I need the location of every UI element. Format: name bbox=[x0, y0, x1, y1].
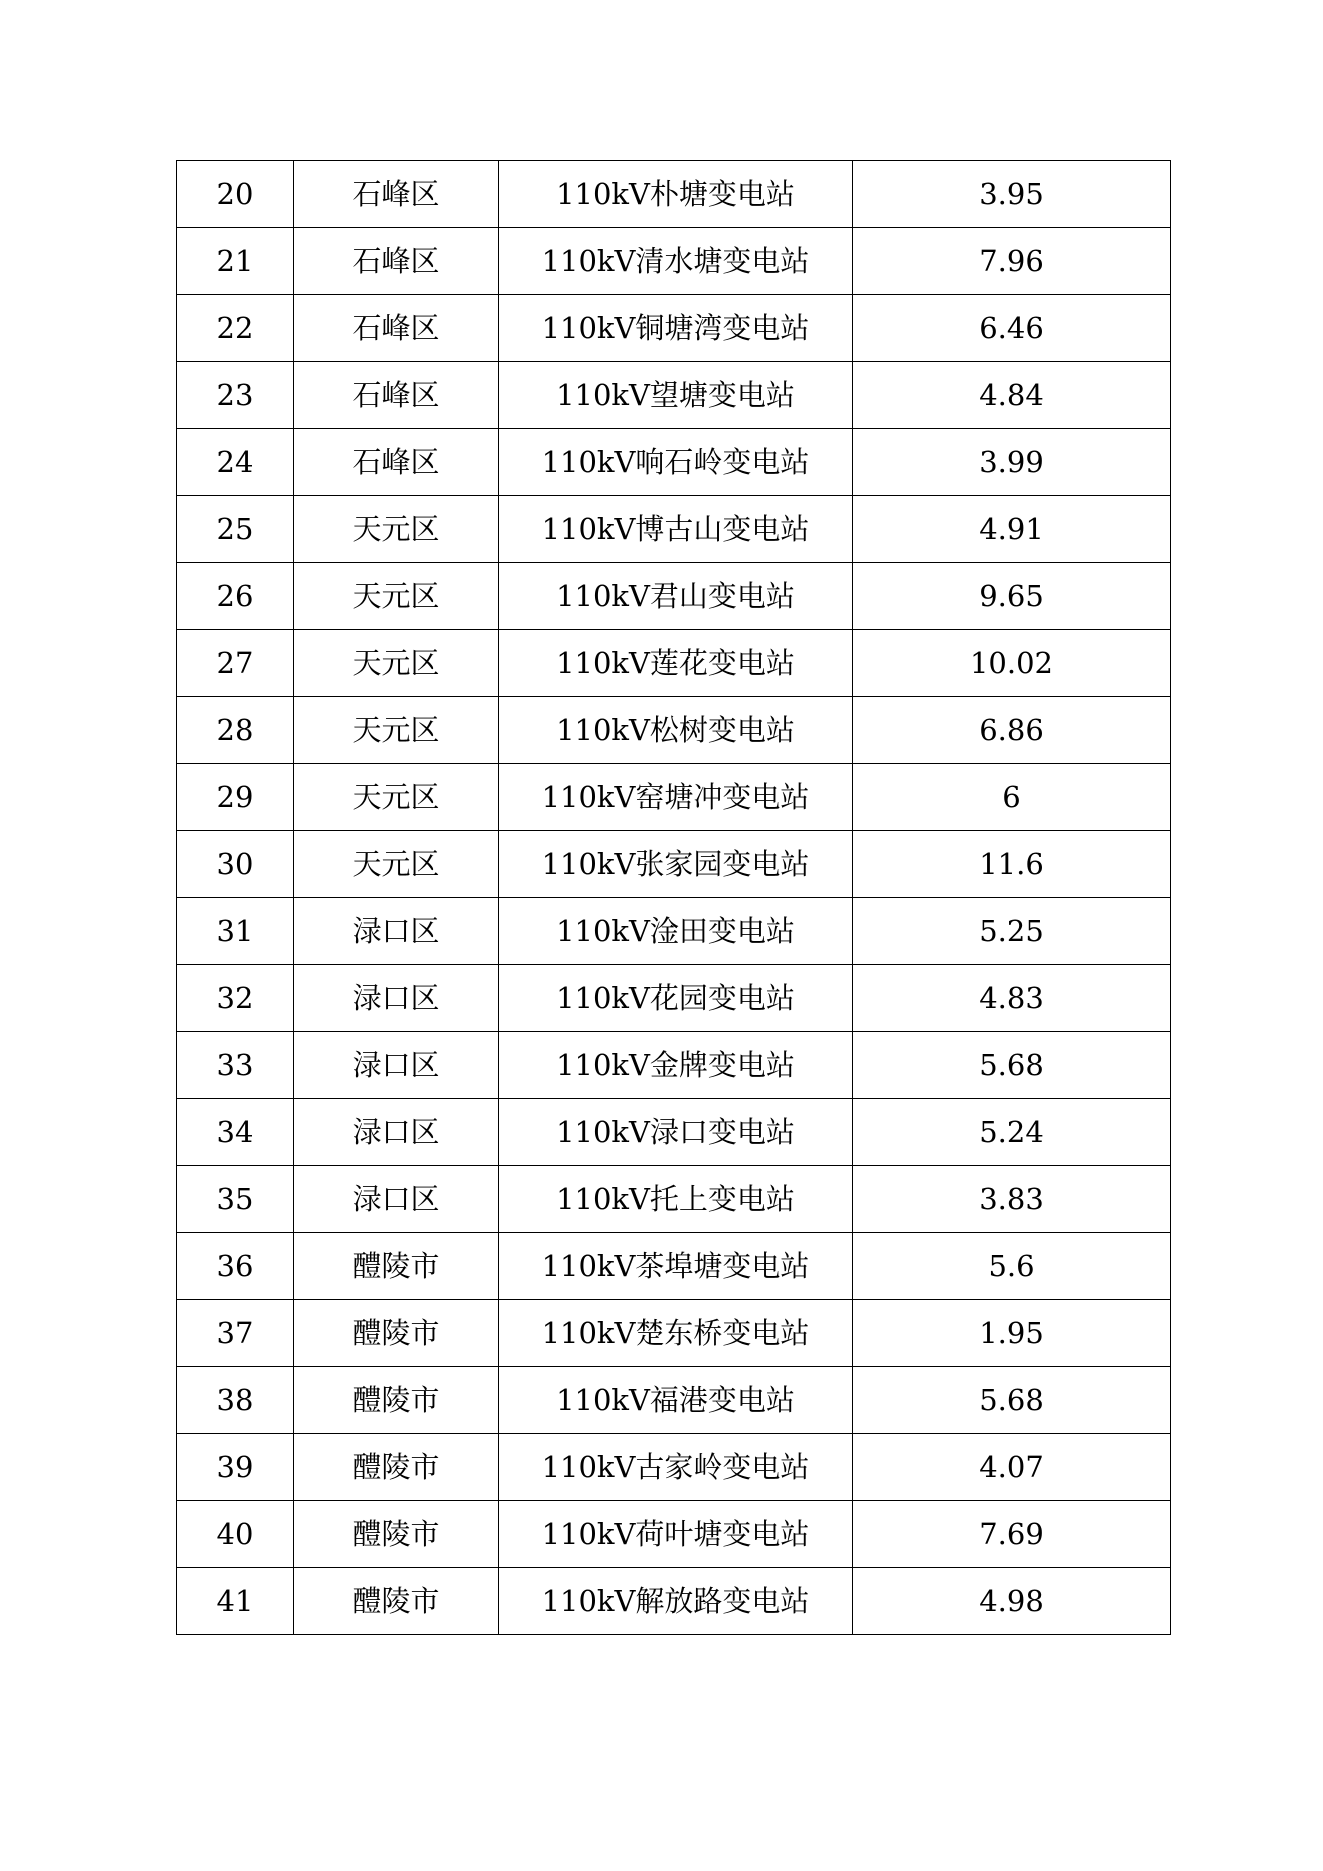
row-number-cell: 36 bbox=[177, 1233, 294, 1300]
value-cell: 5.24 bbox=[853, 1099, 1171, 1166]
row-number-cell: 35 bbox=[177, 1166, 294, 1233]
row-number-cell: 32 bbox=[177, 965, 294, 1032]
value-cell: 4.07 bbox=[853, 1434, 1171, 1501]
row-number-cell: 41 bbox=[177, 1568, 294, 1635]
table-row bbox=[177, 1300, 1171, 1367]
station-name-cell: 110kV荷叶塘变电站 bbox=[499, 1501, 853, 1568]
station-name-cell: 110kV莲花变电站 bbox=[499, 630, 853, 697]
district-cell: 醴陵市 bbox=[294, 1300, 499, 1367]
row-number-cell: 29 bbox=[177, 764, 294, 831]
station-name-cell: 110kV福港变电站 bbox=[499, 1367, 853, 1434]
table-row bbox=[177, 429, 1171, 496]
station-name-cell: 110kV响石岭变电站 bbox=[499, 429, 853, 496]
value-cell: 6 bbox=[853, 764, 1171, 831]
station-name-cell: 110kV窑塘冲变电站 bbox=[499, 764, 853, 831]
station-name-cell: 110kV松树变电站 bbox=[499, 697, 853, 764]
row-number-cell: 34 bbox=[177, 1099, 294, 1166]
value-cell: 9.65 bbox=[853, 563, 1171, 630]
row-number-cell: 39 bbox=[177, 1434, 294, 1501]
district-cell: 天元区 bbox=[294, 697, 499, 764]
table-row bbox=[177, 1166, 1171, 1233]
station-name-cell: 110kV古家岭变电站 bbox=[499, 1434, 853, 1501]
table-row bbox=[177, 1568, 1171, 1635]
table-row bbox=[177, 161, 1171, 228]
district-cell: 天元区 bbox=[294, 496, 499, 563]
station-name-cell: 110kV茶埠塘变电站 bbox=[499, 1233, 853, 1300]
table-row bbox=[177, 1099, 1171, 1166]
table-row bbox=[177, 228, 1171, 295]
table-row bbox=[177, 898, 1171, 965]
table-row bbox=[177, 697, 1171, 764]
station-name-cell: 110kV托上变电站 bbox=[499, 1166, 853, 1233]
station-name-cell: 110kV金牌变电站 bbox=[499, 1032, 853, 1099]
table-row bbox=[177, 1434, 1171, 1501]
row-number-cell: 37 bbox=[177, 1300, 294, 1367]
station-name-cell: 110kV君山变电站 bbox=[499, 563, 853, 630]
station-name-cell: 110kV解放路变电站 bbox=[499, 1568, 853, 1635]
district-cell: 渌口区 bbox=[294, 898, 499, 965]
station-name-cell: 110kV铜塘湾变电站 bbox=[499, 295, 853, 362]
station-name-cell: 110kV淦田变电站 bbox=[499, 898, 853, 965]
row-number-cell: 22 bbox=[177, 295, 294, 362]
value-cell: 5.6 bbox=[853, 1233, 1171, 1300]
table-row bbox=[177, 630, 1171, 697]
table-body bbox=[177, 161, 1171, 1635]
district-cell: 天元区 bbox=[294, 764, 499, 831]
district-cell: 醴陵市 bbox=[294, 1568, 499, 1635]
value-cell: 5.68 bbox=[853, 1032, 1171, 1099]
row-number-cell: 25 bbox=[177, 496, 294, 563]
row-number-cell: 20 bbox=[177, 161, 294, 228]
district-cell: 渌口区 bbox=[294, 965, 499, 1032]
value-cell: 6.86 bbox=[853, 697, 1171, 764]
value-cell: 3.99 bbox=[853, 429, 1171, 496]
district-cell: 石峰区 bbox=[294, 362, 499, 429]
table-row bbox=[177, 1032, 1171, 1099]
district-cell: 石峰区 bbox=[294, 161, 499, 228]
district-cell: 醴陵市 bbox=[294, 1434, 499, 1501]
row-number-cell: 27 bbox=[177, 630, 294, 697]
value-cell: 7.69 bbox=[853, 1501, 1171, 1568]
district-cell: 醴陵市 bbox=[294, 1501, 499, 1568]
district-cell: 渌口区 bbox=[294, 1166, 499, 1233]
station-name-cell: 110kV渌口变电站 bbox=[499, 1099, 853, 1166]
value-cell: 4.83 bbox=[853, 965, 1171, 1032]
table-row bbox=[177, 764, 1171, 831]
value-cell: 11.6 bbox=[853, 831, 1171, 898]
table-row bbox=[177, 1501, 1171, 1568]
district-cell: 天元区 bbox=[294, 563, 499, 630]
value-cell: 10.02 bbox=[853, 630, 1171, 697]
row-number-cell: 23 bbox=[177, 362, 294, 429]
value-cell: 3.83 bbox=[853, 1166, 1171, 1233]
substation-table bbox=[176, 160, 1171, 1635]
row-number-cell: 33 bbox=[177, 1032, 294, 1099]
station-name-cell: 110kV博古山变电站 bbox=[499, 496, 853, 563]
station-name-cell: 110kV张家园变电站 bbox=[499, 831, 853, 898]
row-number-cell: 24 bbox=[177, 429, 294, 496]
district-cell: 石峰区 bbox=[294, 295, 499, 362]
station-name-cell: 110kV朴塘变电站 bbox=[499, 161, 853, 228]
table-row bbox=[177, 831, 1171, 898]
row-number-cell: 40 bbox=[177, 1501, 294, 1568]
table-row bbox=[177, 965, 1171, 1032]
district-cell: 渌口区 bbox=[294, 1099, 499, 1166]
value-cell: 4.84 bbox=[853, 362, 1171, 429]
station-name-cell: 110kV望塘变电站 bbox=[499, 362, 853, 429]
table-row bbox=[177, 1367, 1171, 1434]
table-row bbox=[177, 1233, 1171, 1300]
table-row bbox=[177, 563, 1171, 630]
value-cell: 5.68 bbox=[853, 1367, 1171, 1434]
value-cell: 4.98 bbox=[853, 1568, 1171, 1635]
row-number-cell: 38 bbox=[177, 1367, 294, 1434]
value-cell: 3.95 bbox=[853, 161, 1171, 228]
district-cell: 石峰区 bbox=[294, 228, 499, 295]
value-cell: 7.96 bbox=[853, 228, 1171, 295]
row-number-cell: 31 bbox=[177, 898, 294, 965]
value-cell: 4.91 bbox=[853, 496, 1171, 563]
table-row bbox=[177, 496, 1171, 563]
district-cell: 渌口区 bbox=[294, 1032, 499, 1099]
district-cell: 醴陵市 bbox=[294, 1367, 499, 1434]
value-cell: 1.95 bbox=[853, 1300, 1171, 1367]
row-number-cell: 21 bbox=[177, 228, 294, 295]
district-cell: 天元区 bbox=[294, 831, 499, 898]
row-number-cell: 26 bbox=[177, 563, 294, 630]
row-number-cell: 28 bbox=[177, 697, 294, 764]
row-number-cell: 30 bbox=[177, 831, 294, 898]
value-cell: 6.46 bbox=[853, 295, 1171, 362]
station-name-cell: 110kV楚东桥变电站 bbox=[499, 1300, 853, 1367]
station-name-cell: 110kV花园变电站 bbox=[499, 965, 853, 1032]
table-row bbox=[177, 362, 1171, 429]
station-name-cell: 110kV清水塘变电站 bbox=[499, 228, 853, 295]
value-cell: 5.25 bbox=[853, 898, 1171, 965]
table-row bbox=[177, 295, 1171, 362]
district-cell: 石峰区 bbox=[294, 429, 499, 496]
district-cell: 天元区 bbox=[294, 630, 499, 697]
district-cell: 醴陵市 bbox=[294, 1233, 499, 1300]
